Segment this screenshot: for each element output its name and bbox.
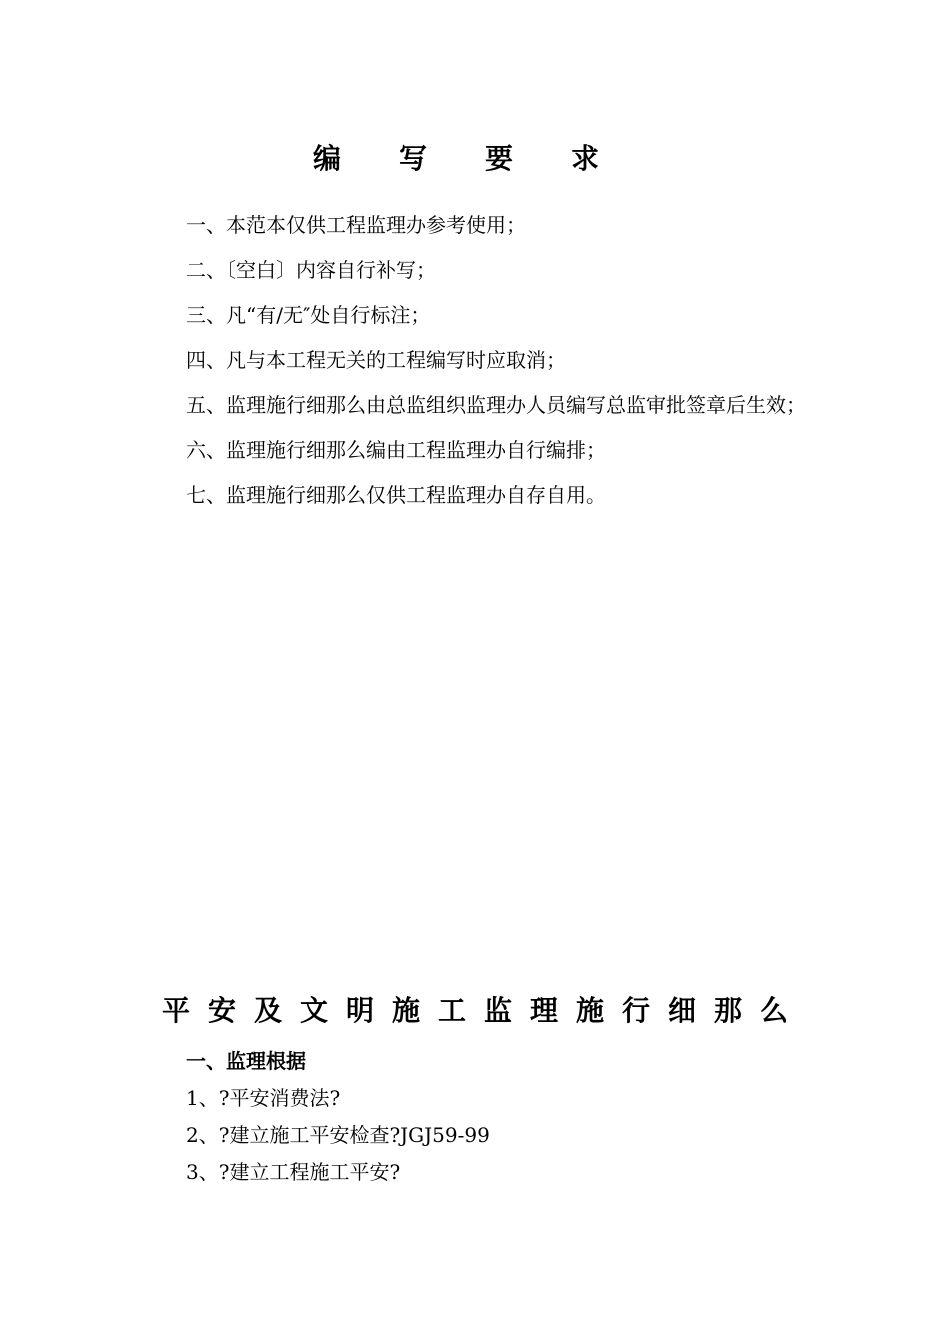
requirement-item-5: 五、监理施行细那么由总监组织监理办人员编写总监审批签章后生效； [186, 393, 806, 417]
section-title: 平安及文明施工监理施行细那么 [161, 994, 806, 1028]
requirement-item-4: 四、凡与本工程无关的工程编写时应取消； [186, 348, 566, 372]
requirements-list [140, 203, 820, 518]
requirement-item-2: 二、〔空白〕内容自行补写； [186, 258, 436, 282]
basis-list [186, 1080, 490, 1191]
requirement-item-6: 六、监理施行细那么编由工程监理办自行编排； [186, 438, 606, 462]
basis-item-2: 2、?建立施工平安检查?JGJ59-99 [186, 1123, 490, 1147]
requirement-item-1: 一、本范本仅供工程监理办参考使用； [186, 213, 526, 237]
basis-item-1: 1、?平安消费法? [186, 1086, 341, 1110]
page-title: 编写要求 [312, 141, 657, 175]
basis-item-3: 3、?建立工程施工平安? [186, 1160, 401, 1184]
subsection-heading: 一、监理根据 [186, 1049, 306, 1073]
requirement-item-3: 三、凡“有/无″处自行标注； [186, 303, 431, 327]
requirement-item-7: 七、监理施行细那么仅供工程监理办自存自用。 [186, 483, 606, 507]
